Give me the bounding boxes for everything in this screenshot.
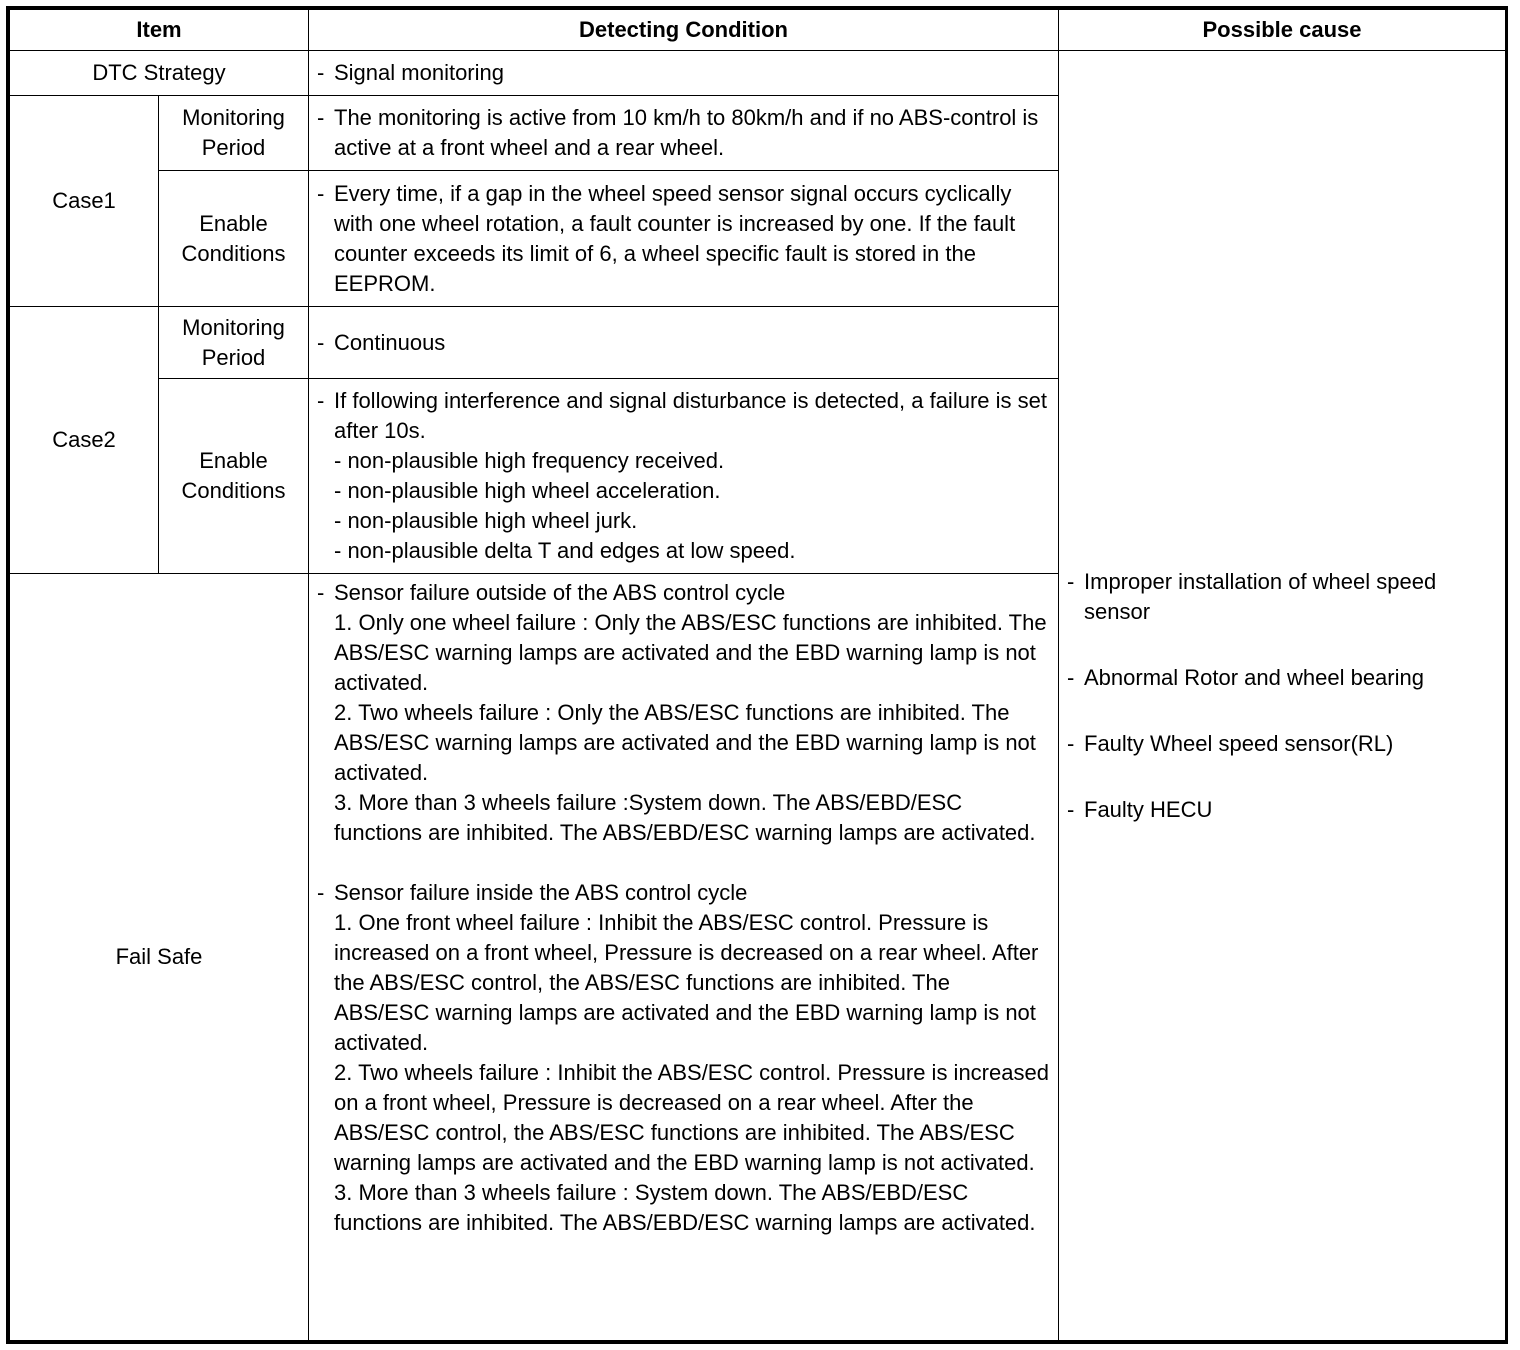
dtc-strategy-value: - Signal monitoring	[309, 51, 1059, 96]
fail-safe-label: Fail Safe	[10, 574, 309, 1341]
header-item: Item	[10, 10, 309, 51]
list-item: - non-plausible high wheel jurk.	[334, 508, 638, 533]
dtc-strategy-label: DTC Strategy	[10, 51, 309, 96]
case1-enable-value: - Every time, if a gap in the wheel speed sensor signal occurs cyclically with one wheel rotation, a fault counter is increased by one. If the fault counter exceeds its limit of 6, a wheel specific fault is stored in the EEPROM.	[309, 171, 1059, 307]
cause-item: - Abnormal Rotor and wheel bearing	[1067, 664, 1424, 690]
cause-item: - Improper installation of wheel speed sensor	[1067, 568, 1443, 624]
list-item: 2. Two wheels failure : Inhibit the ABS/ESC control. Pressure is increased on a front wheel, Pressure is decreased on a rear wheel. After the ABS/ESC control, the ABS/ESC functions are inhibited. The ABS/ESC warning lamps are activated and the EBD warning lamp is not activated.	[334, 1060, 1049, 1175]
dtc-strategy-row	[10, 51, 1506, 96]
list-item: 1. One front wheel failure : Inhibit the ABS/ESC control. Pressure is increased on a front wheel, Pressure is decreased on a rear wheel. After the ABS/ESC control, the ABS/ESC functions are inhibited. The ABS/ESC warning lamps are activated and the EBD warning lamp is not activated.	[334, 910, 1039, 1055]
header-cause: Possible cause	[1059, 10, 1506, 51]
case1-label: Case1	[10, 96, 159, 307]
list-item: - non-plausible high frequency received.	[334, 448, 725, 473]
possible-causes	[1059, 51, 1506, 1341]
case2-monitoring-label: Monitoring Period	[159, 307, 309, 379]
list-item: 1. Only one wheel failure : Only the ABS/ESC functions are inhibited. The ABS/ESC warning lamps are activated and the EBD warning lamp is not activated.	[334, 610, 1047, 695]
case2-monitoring-value: - Continuous	[309, 307, 1059, 379]
fail-safe-value: - Sensor failure outside of the ABS control cycle 1. Only one wheel failure : Only the ABS/ESC functions are inhibited. The ABS/ESC warning lamps are activated and the EBD warning lamp is not activated. 2. Two wheels failure : Only the ABS/ESC functions are inhibited. The ABS/ESC warning lamps are activated and the EBD warning lamp is not activated. 3. More than 3 wheels failure :System down. The ABS/EBD/ESC functions are inhibited. The ABS/EBD/ESC warning lamps are activated. - Sensor failure inside the ABS control cycle 1. One front wheel failure : Inhibit the ABS/ESC control. Pressure is increased on a front wheel, Pressure is decreased on a rear wheel. After the ABS/ESC control, the ABS/ESC functions are inhibited. The ABS/ESC warning lamps are activated and the EBD warning lamp is not activated. 2. Two wheels failure : Inhibit the ABS/ESC control. Pressure is increased on a front wheel, Pressure is decreased on a rear wheel. After the ABS/ESC control, the ABS/ESC functions are inhibited. The ABS/ESC warning lamps are activated and the EBD warning lamp is not activated. 3. More than 3 wheels failure : System down. The ABS/EBD/ESC functions are inhibited. The ABS/EBD/ESC warning lamps are activated.	[309, 574, 1059, 1341]
list-item: 2. Two wheels failure : Only the ABS/ESC functions are inhibited. The ABS/ESC warning lamps are activated and the EBD warning lamp is not activated.	[334, 700, 1036, 785]
list-item: 3. More than 3 wheels failure :System down. The ABS/EBD/ESC functions are inhibited. The ABS/EBD/ESC warning lamps are activated.	[334, 790, 1036, 845]
dtc-table-page	[6, 6, 1508, 1344]
case2-label: Case2	[10, 307, 159, 574]
list-item: - non-plausible high wheel acceleration.	[334, 478, 721, 503]
list-item: 3. More than 3 wheels failure : System down. The ABS/EBD/ESC functions are inhibited. The ABS/EBD/ESC warning lamps are activated.	[334, 1180, 1036, 1235]
header-row	[10, 10, 1506, 51]
case2-enable-value: - If following interference and signal disturbance is detected, a failure is set after 10s. - non-plausible high frequency received. - non-plausible high wheel acceleration. - non-plausible high wheel jurk. - non-plausible delta T and edges at low speed.	[309, 379, 1059, 574]
list-item: - non-plausible delta T and edges at low speed.	[334, 538, 796, 563]
cause-item: - Faulty HECU	[1067, 796, 1213, 822]
case1-monitoring-value: - The monitoring is active from 10 km/h to 80km/h and if no ABS-control is active at a front wheel and a rear wheel.	[309, 96, 1059, 171]
case1-enable-label: Enable Conditions	[159, 171, 309, 307]
case1-monitoring-label: Monitoring Period	[159, 96, 309, 171]
case2-enable-label: Enable Conditions	[159, 379, 309, 574]
header-condition: Detecting Condition	[309, 10, 1059, 51]
cause-item: - Faulty Wheel speed sensor(RL)	[1067, 730, 1394, 756]
dtc-table	[9, 9, 1506, 1341]
